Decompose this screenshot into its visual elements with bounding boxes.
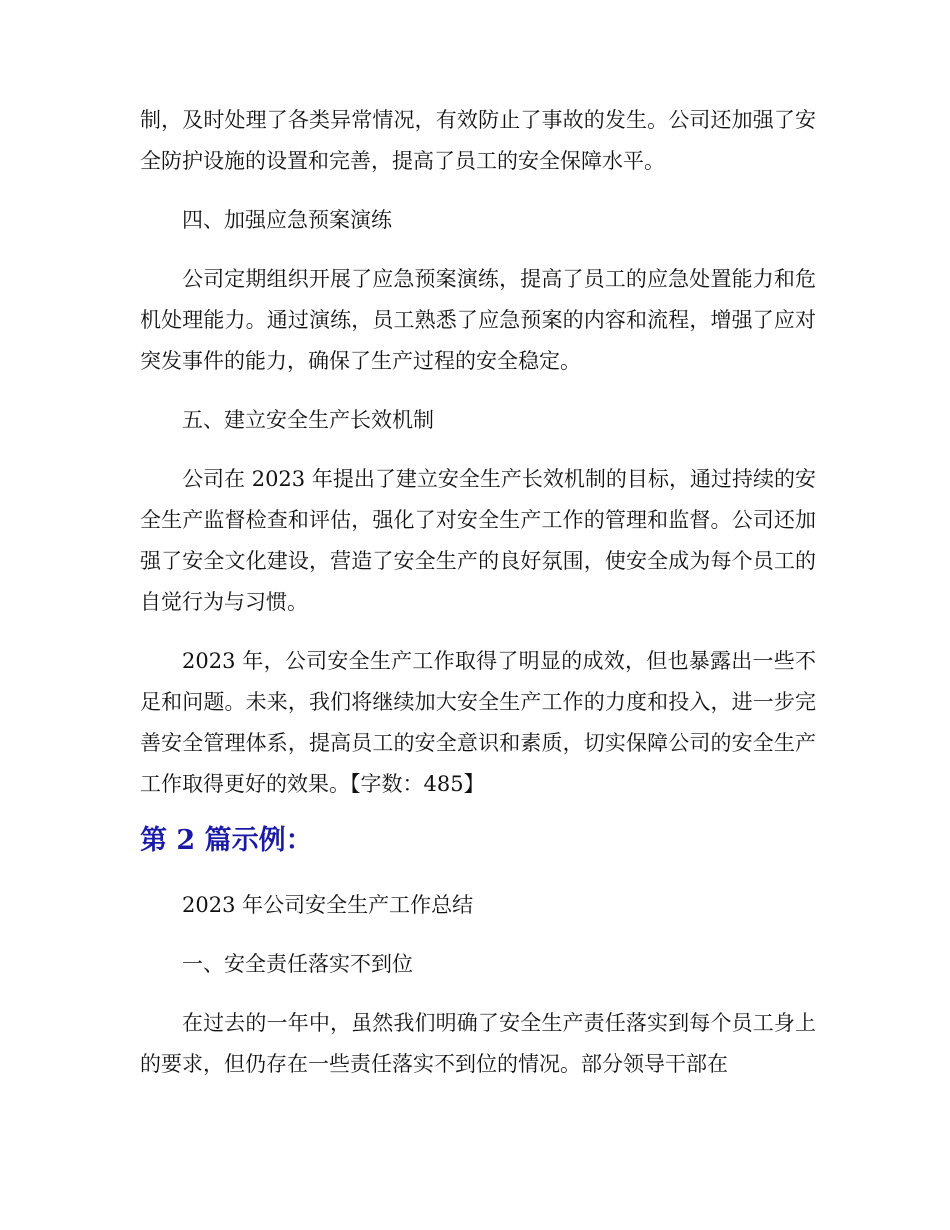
section-title-long-term-mechanism: 五、建立安全生产长效机制: [182, 408, 434, 432]
paragraph-continuation: 制，及时处理了各类异常情况，有效防止了事故的发生。公司还加强了安全防护设施的设置和完善，提高了员工的安全保障水平。: [140, 108, 816, 173]
paragraph-conclusion: 2023 年，公司安全生产工作取得了明显的成效，但也暴露出一些不足和问题。未来，我们将继续加大安全生产工作的力度和投入，进一步完善安全管理体系，提高员工的安全意识和素质，切实保障公司的安全生产工作取得更好的效果。【字数：485】: [140, 649, 816, 796]
paragraph-responsibility: 在过去的一年中，虽然我们明确了安全生产责任落实到每个员工身上的要求，但仍存在一些责任落实不到位的情况。部分领导干部在: [140, 1011, 816, 1076]
paragraph-long-term-mechanism: 公司在 2023 年提出了建立安全生产长效机制的目标，通过持续的安全生产监督检查和评估，强化了对安全生产工作的管理和监督。公司还加强了安全文化建设，营造了安全生产的良好氛围，使安全成为每个员工的自觉行为与习惯。: [140, 467, 816, 614]
section-title-responsibility: 一、安全责任落实不到位: [182, 952, 413, 976]
section-title-emergency-drills: 四、加强应急预案演练: [182, 208, 392, 232]
document-title: 2023 年公司安全生产工作总结: [182, 893, 474, 917]
document-body: [140, 100, 816, 1085]
example-heading: 第 2 篇示例：: [140, 825, 313, 856]
paragraph-emergency-drills: 公司定期组织开展了应急预案演练，提高了员工的应急处置能力和危机处理能力。通过演练，员工熟悉了应急预案的内容和流程，增强了应对突发事件的能力，确保了生产过程的安全稳定。: [140, 267, 816, 373]
